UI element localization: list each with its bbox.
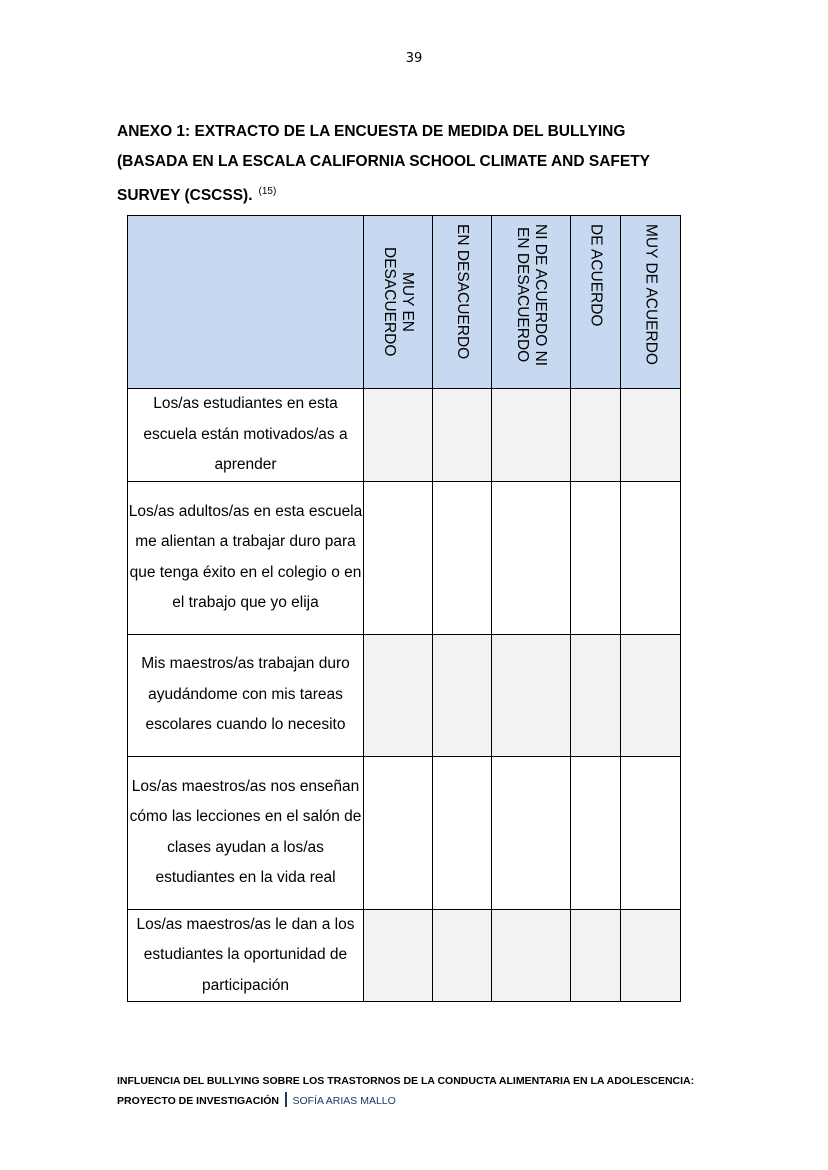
footer-separator: [285, 1092, 287, 1107]
response-cell[interactable]: [571, 909, 621, 1002]
column-label: NI DE ACUERDO NI EN DESACUERDO: [514, 224, 549, 367]
response-cell[interactable]: [621, 909, 681, 1002]
response-cell[interactable]: [571, 634, 621, 756]
column-label: MUY EN DESACUERDO: [381, 247, 416, 357]
title-line-1: ANEXO 1: EXTRACTO DE LA ENCUESTA DE MEDIDA DEL BULLYING: [117, 123, 626, 140]
response-cell[interactable]: [433, 634, 492, 756]
response-cell[interactable]: [433, 756, 492, 909]
response-cell[interactable]: [492, 634, 571, 756]
response-cell[interactable]: [364, 634, 433, 756]
column-label: EN DESACUERDO: [454, 224, 471, 360]
table-row: [128, 634, 681, 756]
statement-cell: Los/as maestros/as le dan a los estudiantes la oportunidad de participación: [128, 909, 364, 1002]
table-header-row: [128, 216, 681, 389]
response-cell[interactable]: [571, 389, 621, 482]
footer-author: SOFÍA ARIAS MALLO: [292, 1095, 396, 1107]
table-row: [128, 389, 681, 482]
statement-cell: Los/as adultos/as en esta escuela me alientan a trabajar duro para que tenga éxito en el colegio o en el trabajo que yo elija: [128, 481, 364, 634]
response-cell[interactable]: [571, 756, 621, 909]
header-en-desacuerdo: [433, 216, 492, 389]
header-ni-de-acuerdo: [492, 216, 571, 389]
page-title: [117, 117, 717, 211]
response-cell[interactable]: [621, 756, 681, 909]
table-row: [128, 756, 681, 909]
statement-cell: Los/as estudiantes en esta escuela están motivados/as a aprender: [128, 389, 364, 482]
title-line-2: (BASADA EN LA ESCALA CALIFORNIA SCHOOL CLIMATE AND SAFETY: [117, 153, 651, 170]
response-cell[interactable]: [621, 389, 681, 482]
table-row: [128, 481, 681, 634]
response-cell[interactable]: [492, 389, 571, 482]
table-row: [128, 909, 681, 1002]
header-muy-en-desacuerdo: [364, 216, 433, 389]
page-footer: [117, 1071, 694, 1111]
header-blank-cell: [128, 216, 364, 389]
column-label: DE ACUERDO: [587, 224, 605, 327]
response-cell[interactable]: [621, 481, 681, 634]
header-de-acuerdo: [571, 216, 621, 389]
footer-line-2: [117, 1091, 694, 1111]
survey-table: [127, 215, 681, 1002]
response-cell[interactable]: [364, 389, 433, 482]
response-cell[interactable]: [433, 389, 492, 482]
statement-cell: Los/as maestros/as nos enseñan cómo las lecciones en el salón de clases ayudan a los/as estudiantes en la vida real: [128, 756, 364, 909]
response-cell[interactable]: [492, 909, 571, 1002]
response-cell[interactable]: [433, 481, 492, 634]
response-cell[interactable]: [364, 756, 433, 909]
response-cell[interactable]: [492, 756, 571, 909]
title-line-3: SURVEY (CSCSS).: [117, 187, 253, 204]
response-cell[interactable]: [492, 481, 571, 634]
footer-project: PROYECTO DE INVESTIGACIÓN: [117, 1095, 279, 1107]
page-number: 39: [405, 51, 423, 66]
footer-title: INFLUENCIA DEL BULLYING SOBRE LOS TRASTORNOS DE LA CONDUCTA ALIMENTARIA EN LA ADOLESCENCIA:: [117, 1075, 695, 1087]
header-muy-de-acuerdo: [621, 216, 681, 389]
response-cell[interactable]: [433, 909, 492, 1002]
statement-cell: Mis maestros/as trabajan duro ayudándome con mis tareas escolares cuando lo necesito: [128, 634, 364, 756]
reference-marker: (15): [258, 186, 277, 197]
response-cell[interactable]: [621, 634, 681, 756]
response-cell[interactable]: [571, 481, 621, 634]
response-cell[interactable]: [364, 481, 433, 634]
column-label: MUY DE ACUERDO: [642, 224, 660, 365]
response-cell[interactable]: [364, 909, 433, 1002]
